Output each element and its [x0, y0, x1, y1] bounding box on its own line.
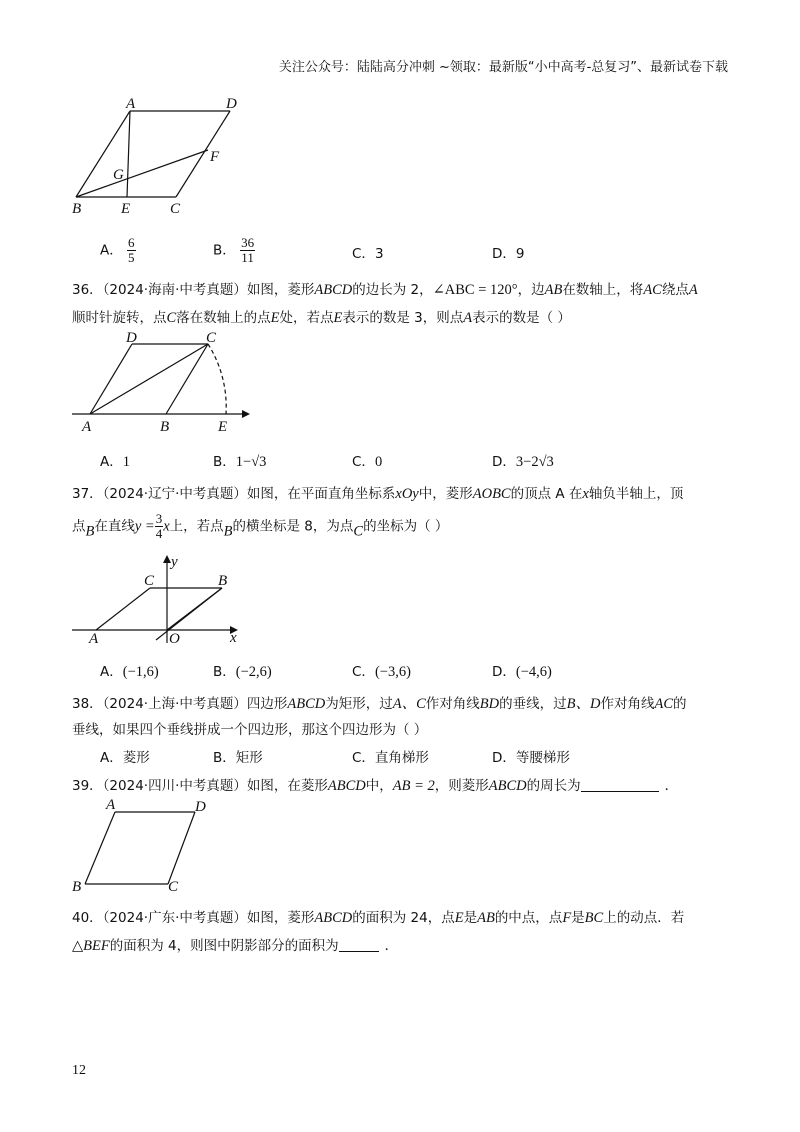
- fraction: [127, 236, 136, 265]
- text-run: 的坐标为（ ）: [363, 518, 449, 535]
- question-37-line-2: [72, 512, 448, 541]
- text-run: 的垂线，过: [499, 696, 567, 712]
- text-run: xOy: [395, 486, 419, 502]
- label-b: B: [218, 573, 228, 589]
- text-run: 4: [155, 526, 163, 541]
- label-a: A: [126, 96, 136, 112]
- label-f: F: [210, 149, 220, 165]
- text-run: E: [270, 310, 280, 326]
- q36-option-c[interactable]: [352, 450, 382, 471]
- text-run: F: [562, 910, 572, 926]
- figure-rhombus-39: [70, 796, 220, 896]
- label-a: A: [82, 419, 92, 435]
- text-run: 36．: [72, 282, 103, 298]
- question-40-line-2: [72, 934, 398, 955]
- text-run: AB: [477, 910, 495, 926]
- rotation-arc: [208, 344, 226, 414]
- label-c: C: [168, 879, 179, 895]
- text-run: 1: [122, 454, 130, 470]
- q37-option-d[interactable]: [492, 660, 552, 681]
- text-run: B．: [213, 242, 236, 259]
- page-header: 关注公众号：陆陆高分冲刺 ~领取：最新版“小中高考-总复习”、最新试卷下载: [278, 60, 728, 75]
- diagonal-ac: [90, 344, 208, 414]
- fraction: [155, 512, 164, 541]
- label-b: B: [160, 419, 170, 435]
- label-b: B: [72, 201, 82, 217]
- figure-parallelogram-abcd: [70, 95, 270, 220]
- text-run: 的周长为: [526, 778, 581, 794]
- question-39: [72, 774, 678, 795]
- text-run: 在数轴上，将: [562, 282, 644, 298]
- text-run: 39．: [72, 778, 103, 794]
- text-run: ABCD: [314, 910, 353, 926]
- text-run: BC: [584, 910, 604, 926]
- label-e: E: [121, 201, 131, 217]
- text-run: B: [223, 523, 233, 540]
- text-run: （2024·海南·中考真题）如图，菱形: [102, 282, 315, 298]
- text-run: 上，若点: [169, 518, 224, 535]
- figure-coordinate-rhombus: [70, 553, 255, 645]
- text-run: 表示的数是（ ）: [472, 310, 571, 326]
- answer-blank[interactable]: [581, 777, 659, 792]
- text-run: x: [582, 486, 589, 502]
- q36-option-a[interactable]: [100, 450, 130, 471]
- question-37-line-1: [72, 482, 683, 503]
- text-run: AOBC: [472, 486, 511, 502]
- text-run: 38．: [72, 696, 103, 712]
- edge-cd: [176, 111, 230, 197]
- text-run: AB = 2: [392, 778, 435, 794]
- text-run: (−1,6): [122, 664, 159, 680]
- label-y: y: [171, 554, 178, 570]
- text-run: D．: [492, 664, 516, 680]
- text-run: 表示的数是 3，则点: [342, 310, 464, 326]
- text-run: C: [166, 310, 177, 326]
- q37-option-a[interactable]: [100, 660, 159, 681]
- text-run: （2024·广东·中考真题）如图，菱形: [102, 910, 315, 926]
- text-run: 中，: [365, 778, 393, 794]
- text-run: 作对角线: [425, 696, 480, 712]
- q37-option-b[interactable]: [213, 660, 272, 681]
- text-run: 在直线: [94, 518, 135, 535]
- question-36-line-2: [72, 306, 571, 327]
- q35-option-a[interactable]: [100, 236, 136, 265]
- text-run: AC: [643, 282, 662, 298]
- text-run: 1−√3: [235, 454, 267, 470]
- label-c: C: [144, 573, 155, 589]
- edge-cb: [166, 344, 208, 414]
- label-c: C: [206, 330, 217, 346]
- text-run: (−4,6): [515, 664, 552, 680]
- label-e: E: [218, 419, 228, 435]
- arrow-head: [242, 410, 250, 418]
- q37-option-c[interactable]: [352, 660, 411, 681]
- text-run: A．: [100, 454, 123, 470]
- edge-ac: [96, 588, 150, 630]
- text-run: BD: [479, 696, 500, 712]
- text-run: 3−2√3: [515, 454, 554, 470]
- text-run: 的横坐标是 8，为点: [232, 518, 354, 535]
- y-axis-arrow: [163, 555, 171, 563]
- text-run: ∠ABC = 120°: [432, 282, 518, 298]
- text-run: （2024·四川·中考真题）如图，在菱形: [102, 778, 328, 794]
- text-run: 落在数轴上的点: [176, 310, 271, 326]
- edge-ab: [85, 812, 115, 884]
- q35-option-b[interactable]: [213, 236, 255, 265]
- edge-ab: [76, 111, 130, 197]
- q36-option-d[interactable]: [492, 450, 554, 471]
- question-38-line-2: 垂线，如果四个垂线拼成一个四边形，那这个四边形为（ ）: [72, 722, 428, 738]
- label-x: x: [230, 630, 237, 645]
- label-d: D: [195, 799, 206, 815]
- text-run: ，则菱形: [434, 778, 489, 794]
- label-a: A: [89, 631, 99, 645]
- text-run: ．: [664, 778, 679, 794]
- segment-bf: [76, 150, 208, 197]
- text-run: 37．: [72, 486, 103, 502]
- text-run: 5: [128, 250, 135, 265]
- text-run: （2024·辽宁·中考真题）如图，在平面直角坐标系: [102, 486, 396, 502]
- text-run: 11: [241, 250, 254, 265]
- q38-option-a[interactable]: A．菱形: [100, 750, 150, 766]
- label-o: O: [169, 631, 180, 645]
- text-run: ABCD: [314, 282, 353, 298]
- q35-option-c[interactable]: [352, 242, 384, 262]
- text-run: (−3,6): [374, 664, 411, 680]
- text-run: C: [353, 523, 364, 540]
- question-38-line-1: [72, 692, 687, 713]
- q38-option-d[interactable]: D．等腰梯形: [492, 750, 570, 766]
- figure-rhombus-number-line: [70, 330, 260, 435]
- text-run: ，边: [517, 282, 545, 298]
- fraction: [240, 236, 255, 265]
- text-run: 中，菱形: [418, 486, 473, 502]
- text-run: 轴负半轴上，顶: [588, 486, 684, 502]
- text-run: 0: [374, 454, 383, 470]
- text-run: 的顶点 A 在: [510, 486, 583, 502]
- line-y-eq-3-4-x: [156, 588, 222, 640]
- text-run: 绕点: [661, 282, 689, 298]
- answer-blank[interactable]: [339, 937, 379, 952]
- text-run: 的中点，点: [494, 910, 563, 926]
- text-run: 的面积为 24，点: [352, 910, 455, 926]
- text-run: E: [454, 910, 464, 926]
- question-40-line-1: [72, 906, 684, 927]
- segment-ae: [127, 111, 130, 197]
- label-d: D: [226, 96, 237, 112]
- text-run: 36: [241, 235, 255, 250]
- text-run: B．: [213, 454, 236, 470]
- text-run: A、C: [392, 696, 426, 712]
- text-run: 顺时针旋转，点: [72, 310, 167, 326]
- page-number: 12: [72, 1063, 86, 1078]
- text-run: C．: [352, 246, 375, 262]
- text-run: ．: [384, 938, 399, 954]
- text-run: D．: [492, 246, 516, 262]
- text-run: 上的动点．若: [603, 910, 685, 926]
- label-d: D: [126, 330, 137, 346]
- q38-option-c[interactable]: C．直角梯形: [352, 750, 429, 766]
- text-run: 处，若点: [279, 310, 334, 326]
- label-b: B: [72, 879, 82, 895]
- q38-option-b[interactable]: B．矩形: [213, 750, 263, 766]
- text-run: 6: [128, 235, 135, 250]
- label-c: C: [170, 201, 181, 217]
- text-run: 的边长为 2，: [352, 282, 433, 298]
- text-run: C．: [352, 664, 375, 680]
- text-run: B: [85, 523, 95, 540]
- text-run: （2024·上海·中考真题）四边形: [102, 696, 288, 712]
- edge-cd: [168, 812, 195, 884]
- text-run: 9: [515, 246, 525, 262]
- text-run: ABCD: [287, 696, 326, 712]
- text-run: E: [333, 310, 343, 326]
- text-run: A: [463, 310, 473, 326]
- text-run: AB: [544, 282, 563, 298]
- text-run: 40．: [72, 910, 103, 926]
- text-run: 3: [374, 246, 384, 262]
- text-run: 点: [72, 518, 86, 535]
- text-run: 是: [463, 910, 478, 926]
- text-run: C．: [352, 454, 375, 470]
- text-run: 为矩形，过: [325, 696, 393, 712]
- text-run: x: [163, 518, 170, 535]
- edge-ad: [90, 344, 132, 414]
- text-run: B．: [213, 664, 236, 680]
- q36-option-b[interactable]: [213, 450, 266, 471]
- text-run: A．: [100, 664, 123, 680]
- text-run: (−2,6): [235, 664, 272, 680]
- q35-option-d[interactable]: [492, 242, 525, 262]
- text-run: △BEF: [72, 938, 110, 954]
- text-run: 3: [155, 511, 163, 526]
- text-run: ABCD: [488, 778, 527, 794]
- text-run: AC: [654, 696, 673, 712]
- label-g: G: [113, 167, 124, 183]
- text-run: 的: [673, 696, 687, 712]
- label-a: A: [106, 797, 116, 813]
- question-36-line-1: [72, 278, 698, 299]
- text-run: 作对角线: [600, 696, 655, 712]
- text-run: y =: [134, 518, 155, 535]
- text-run: A: [688, 282, 698, 298]
- text-run: A．: [100, 242, 123, 259]
- text-run: 的面积为 4，则图中阴影部分的面积为: [109, 938, 339, 954]
- text-run: B、D: [566, 696, 601, 712]
- text-run: ABCD: [327, 778, 366, 794]
- text-run: 是: [571, 910, 585, 926]
- text-run: D．: [492, 454, 516, 470]
